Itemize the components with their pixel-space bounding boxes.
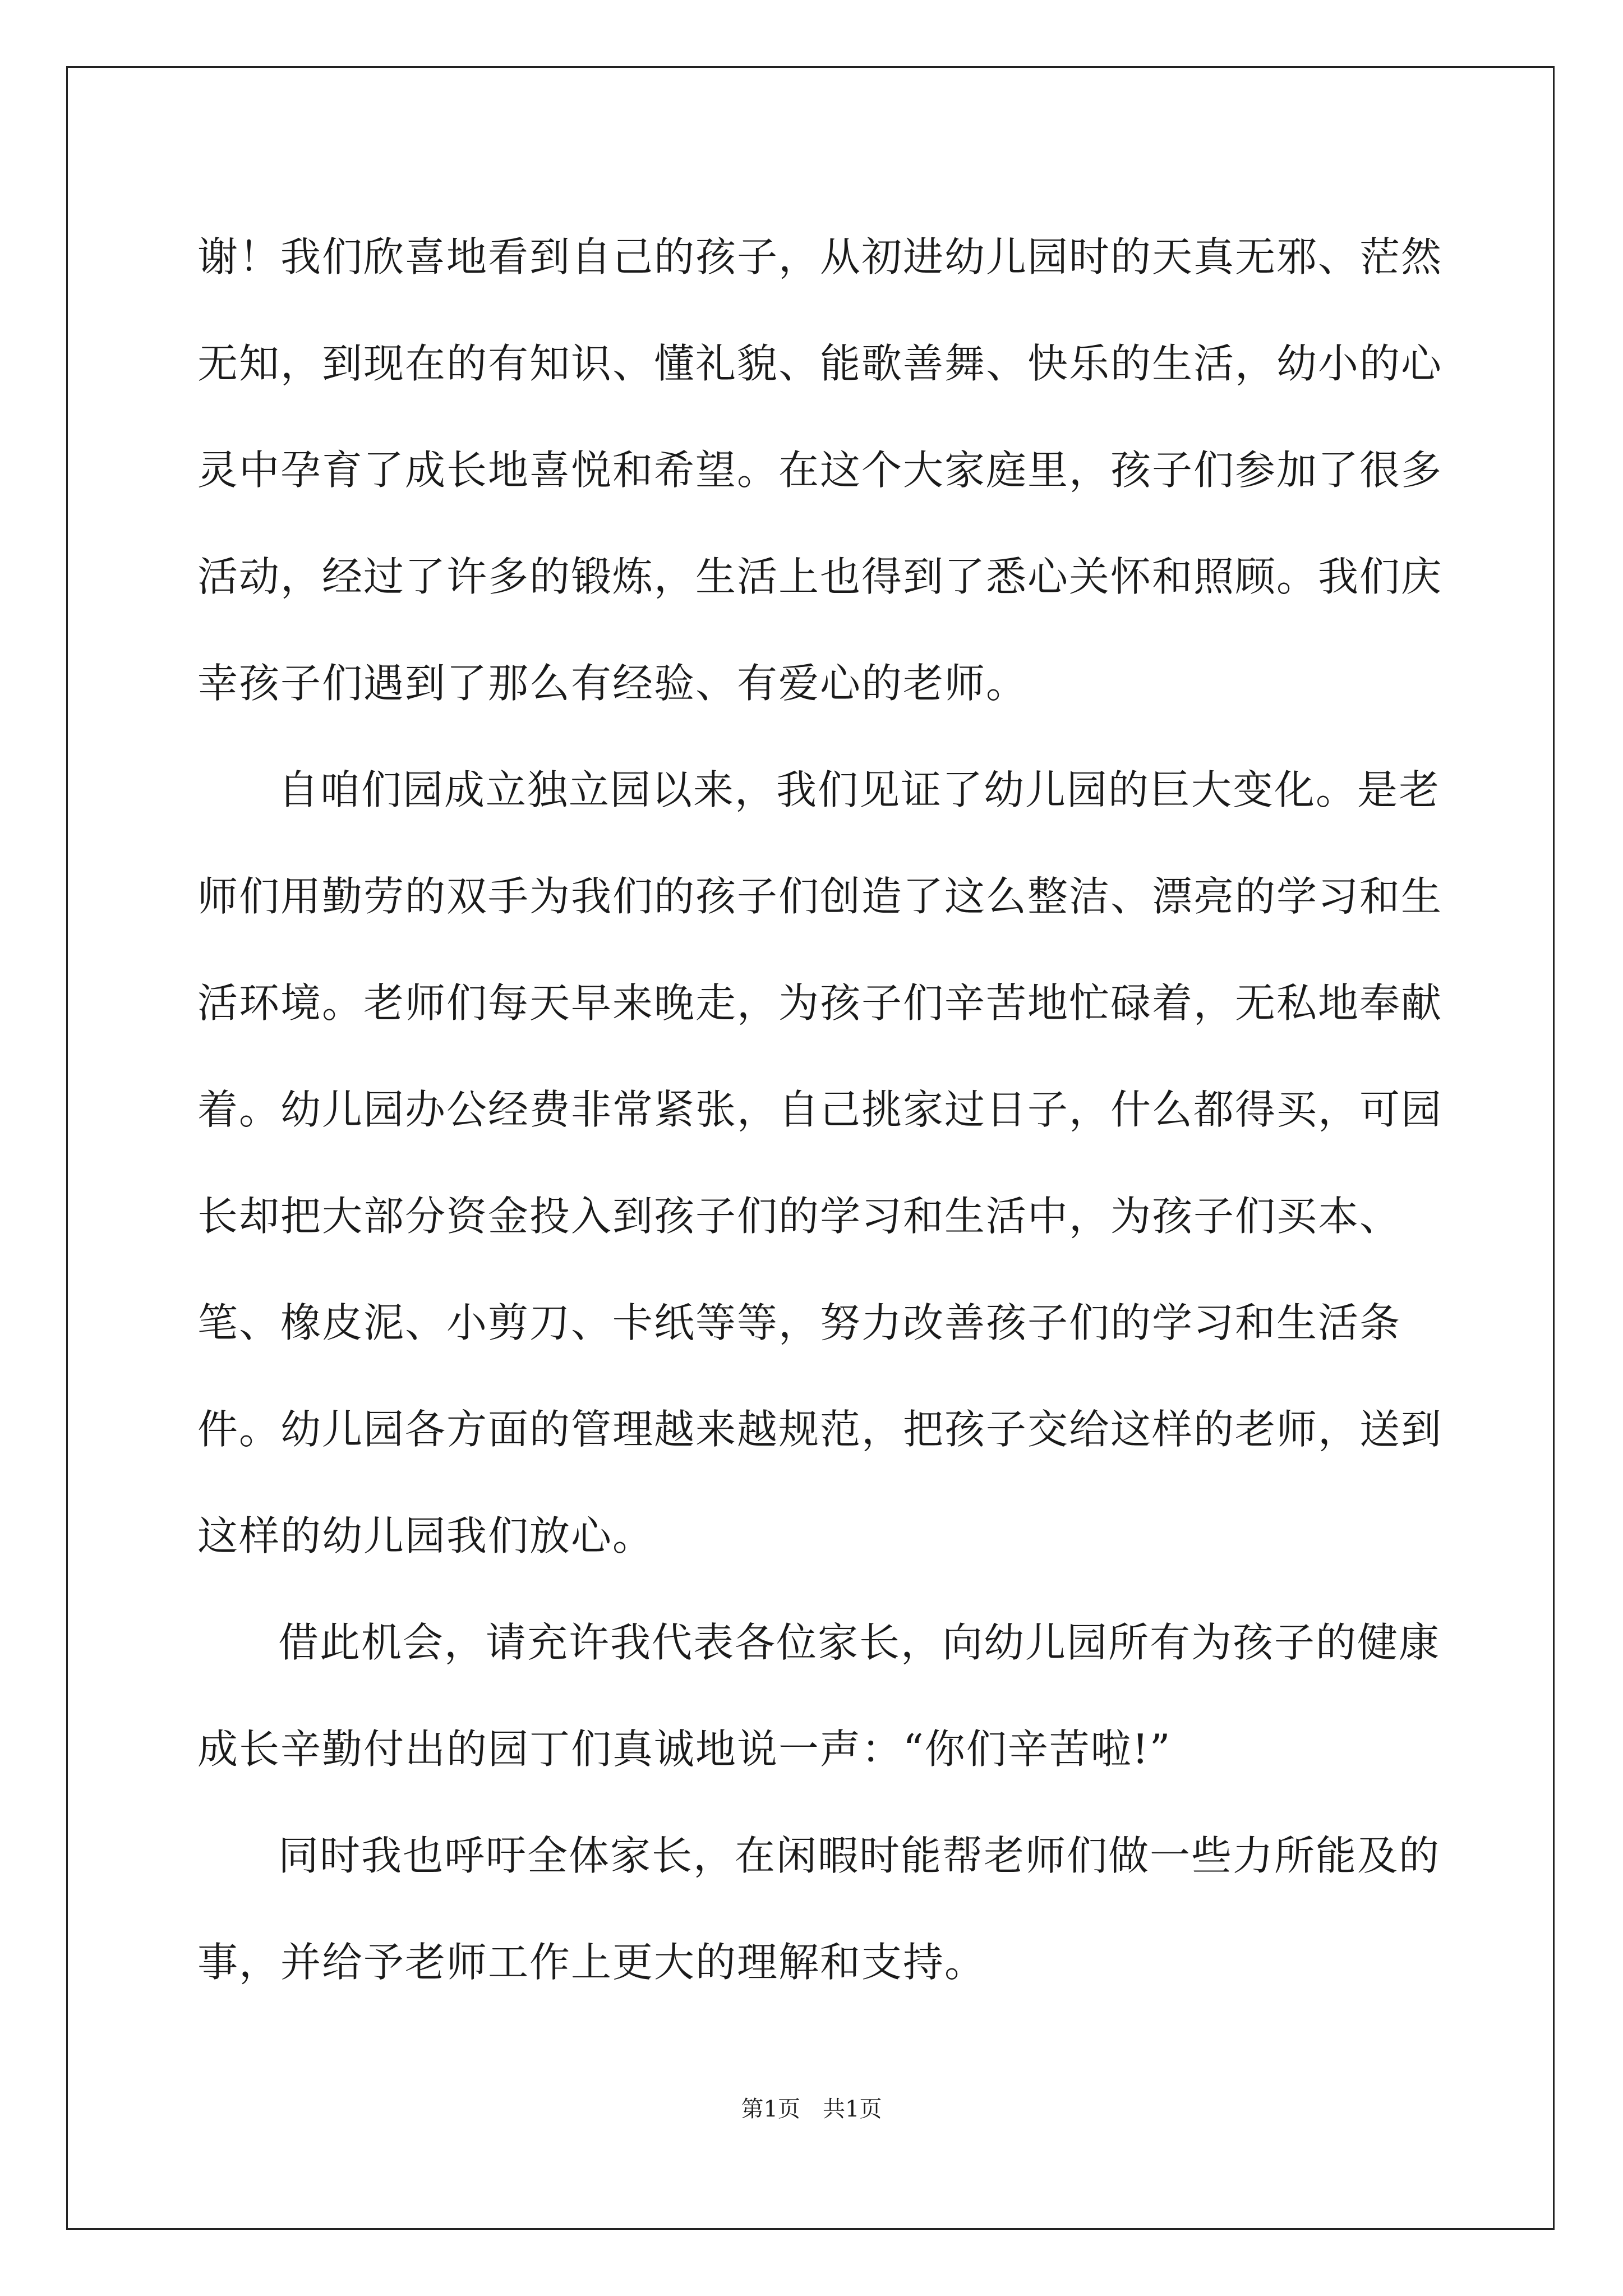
document-body [197,204,1454,2016]
paragraph-4: 同时我也呼吁全体家长，在闲暇时能帮老师们做一些力所能及的事，并给予老师工作上更大的理解和支持。 [197,1832,1441,1986]
paragraph-1: 谢！我们欣喜地看到自己的孩子，从初进幼儿园时的天真无邪、茫然无知，到现在的有知识、懂礼貌、能歌善舞、快乐的生活，幼小的心灵中孕育了成长地喜悦和希望。在这个大家庭里，孩子们参加了很多活动，经过了许多的锻炼，生活上也得到了悉心关怀和照顾。我们庆幸孩子们遇到了那么有经验、有爱心的老师。 [197,233,1443,707]
paragraph-2: 自咱们园成立独立园以来，我们见证了幼儿园的巨大变化。是老师们用勤劳的双手为我们的孩子们创造了这么整洁、漂亮的学习和生活环境。老师们每天早来晚走，为孩子们辛苦地忙碌着，无私地奉献着。幼儿园办公经费非常紧张，自己挑家过日子，什么都得买，可园长却把大部分资金投入到孩子们的学习和生活中，为孩子们买本、笔、橡皮泥、小剪刀、卡纸等等，努力改善孩子们的学习和生活条件。幼儿园各方面的管理越来越规范，把孩子交给这样的老师，送到这样的幼儿园我们放心。 [197,766,1443,1559]
page-number-footer: 第1页 共1页 [741,2096,882,2122]
paragraph-3: 借此机会，请充许我代表各位家长，向幼儿园所有为孩子的健康成长辛勤付出的园丁们真诚地说一声：“你们辛苦啦!” [197,1619,1441,1773]
